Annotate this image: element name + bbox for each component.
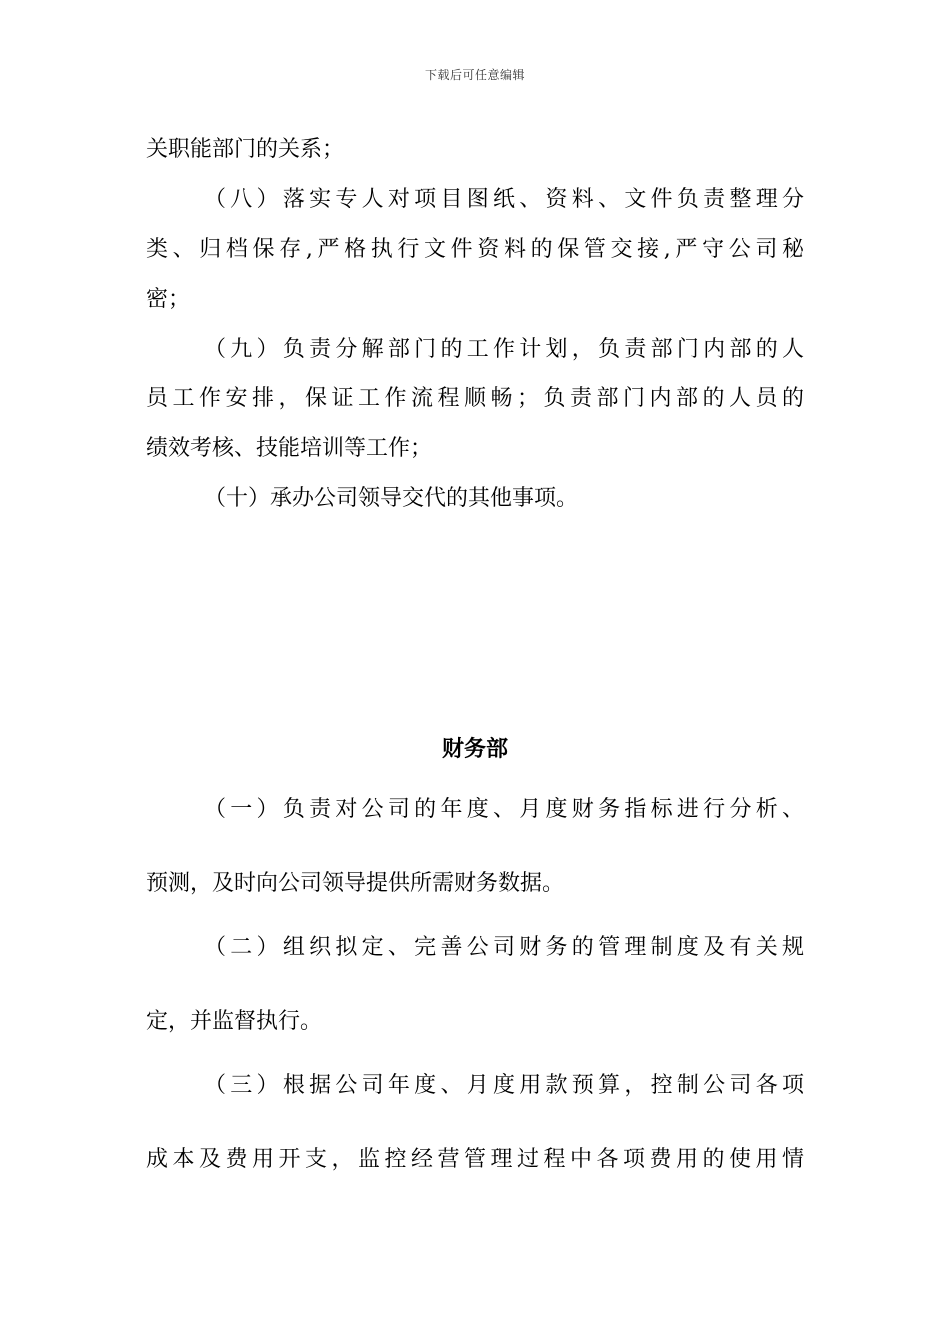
paragraph-line: 密； <box>146 287 191 312</box>
paragraph-line: 类、归档保存,严格执行文件资料的保管交接,严守公司秘 <box>146 237 804 262</box>
paragraph-line: 成本及费用开支，监控经营管理过程中各项费用的使用情 <box>146 1147 804 1172</box>
paragraph-line: （十）承办公司领导交代的其他事项。 <box>204 486 579 511</box>
paragraph-line: 关职能部门的关系； <box>146 137 345 162</box>
paragraph-line: 员工作安排，保证工作流程顺畅；负责部门内部的人员的 <box>146 386 804 411</box>
paragraph-line: 定，并监督执行。 <box>146 1009 323 1034</box>
paragraph-line: （二）组织拟定、完善公司财务的管理制度及有关规 <box>204 935 804 960</box>
paragraph-line: （九）负责分解部门的工作计划，负责部门内部的人 <box>204 337 804 362</box>
paragraph-line: （一）负责对公司的年度、月度财务指标进行分析、 <box>204 797 804 822</box>
paragraph-line: 预测，及时向公司领导提供所需财务数据。 <box>146 871 565 896</box>
section-title-finance: 财务部 <box>441 736 508 762</box>
paragraph-line: 绩效考核、技能培训等工作； <box>146 436 433 461</box>
page-header: 下载后可任意编辑 <box>424 68 525 82</box>
paragraph-line: （八）落实专人对项目图纸、资料、文件负责整理分 <box>204 187 804 212</box>
paragraph-line: （三）根据公司年度、月度用款预算，控制公司各项 <box>204 1073 804 1098</box>
